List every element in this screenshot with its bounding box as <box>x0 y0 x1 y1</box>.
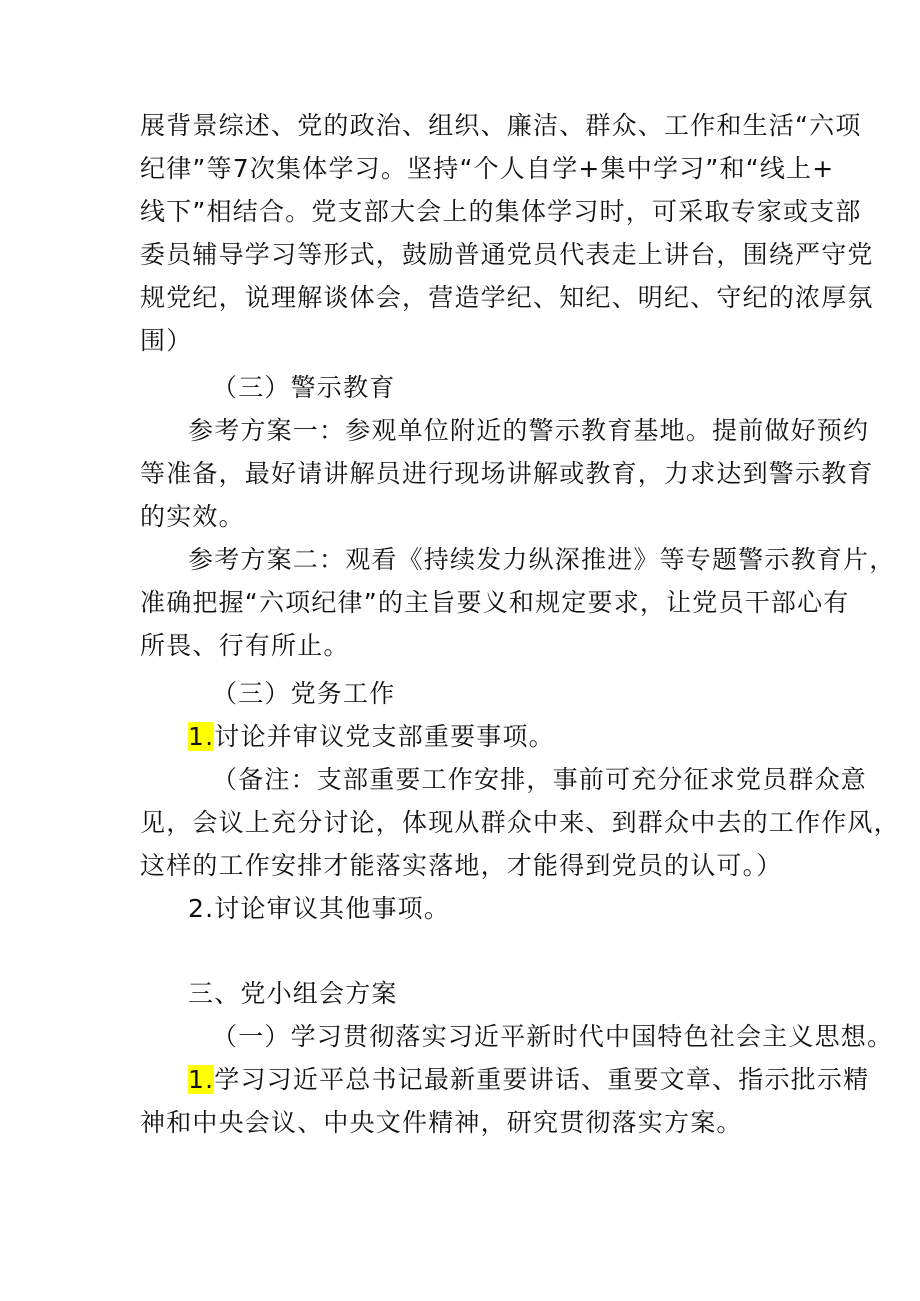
affairs-item-2: 2.讨论审议其他事项。 <box>188 894 451 923</box>
text-line: 线下”相结合。党支部大会上的集体学习时，可采取专家或支部 <box>140 197 862 226</box>
text-line: 委员辅导学习等形式，鼓励普通党员代表走上讲台，围绕严守党 <box>140 240 874 269</box>
plan2-line: 准确把握“六项纪律”的主旨要义和规定要求，让党员干部心有 <box>140 588 850 617</box>
text-line: 规党纪，说理解谈体会，营造学纪、知纪、明纪、守纪的浓厚氛 <box>140 283 874 312</box>
highlighted-number: 1. <box>188 722 215 751</box>
text-line: 纪律”等7次集体学习。坚持“个人自学+集中学习”和“线上+ <box>140 154 835 183</box>
group-item-1 <box>140 1058 870 1101</box>
section-subheading: （一）学习贯彻落实习近平新时代中国特色社会主义思想。 <box>212 1022 894 1051</box>
text-line: 神和中央会议、中央文件精神，研究贯彻落实方案。 <box>140 1108 743 1137</box>
text-line: 展背景综述、党的政治、组织、廉洁、群众、工作和生活“六项 <box>140 111 862 140</box>
intro-paragraph <box>140 104 874 362</box>
section-heading: （三）党务工作 <box>212 679 396 708</box>
plan1-line: 等准备，最好请讲解员进行现场讲解或教育，力求达到警示教育 <box>140 459 874 488</box>
section-warning <box>140 366 896 667</box>
note-line: 见，会议上充分讨论，体现从群众中来、到群众中去的工作作风， <box>140 808 900 837</box>
item-text: 讨论并审议党支部重要事项。 <box>214 722 555 751</box>
section-heading: （三）警示教育 <box>212 373 396 402</box>
affairs-item-1 <box>140 715 800 758</box>
section-heading: 三、党小组会方案 <box>188 979 398 1008</box>
section-group <box>140 972 894 1144</box>
text-line: 围） <box>140 326 193 355</box>
plan2-line: 所畏、行有所止。 <box>140 631 350 660</box>
section-affairs <box>140 672 900 930</box>
note-line: 这样的工作安排才能落实落地，才能得到党员的认可。） <box>140 851 783 880</box>
highlighted-number: 1. <box>188 1065 215 1094</box>
plan1-line: 的实效。 <box>140 502 245 531</box>
note-line: （备注：支部重要工作安排，事前可充分征求党员群众意 <box>212 765 868 794</box>
item-text: 学习习近平总书记最新重要讲话、重要文章、指示批示精 <box>214 1065 870 1094</box>
plan1-line: 参考方案一：参观单位附近的警示教育基地。提前做好预约 <box>188 416 870 445</box>
plan2-line: 参考方案二：观看《持续发力纵深推进》等专题警示教育片， <box>188 545 896 574</box>
